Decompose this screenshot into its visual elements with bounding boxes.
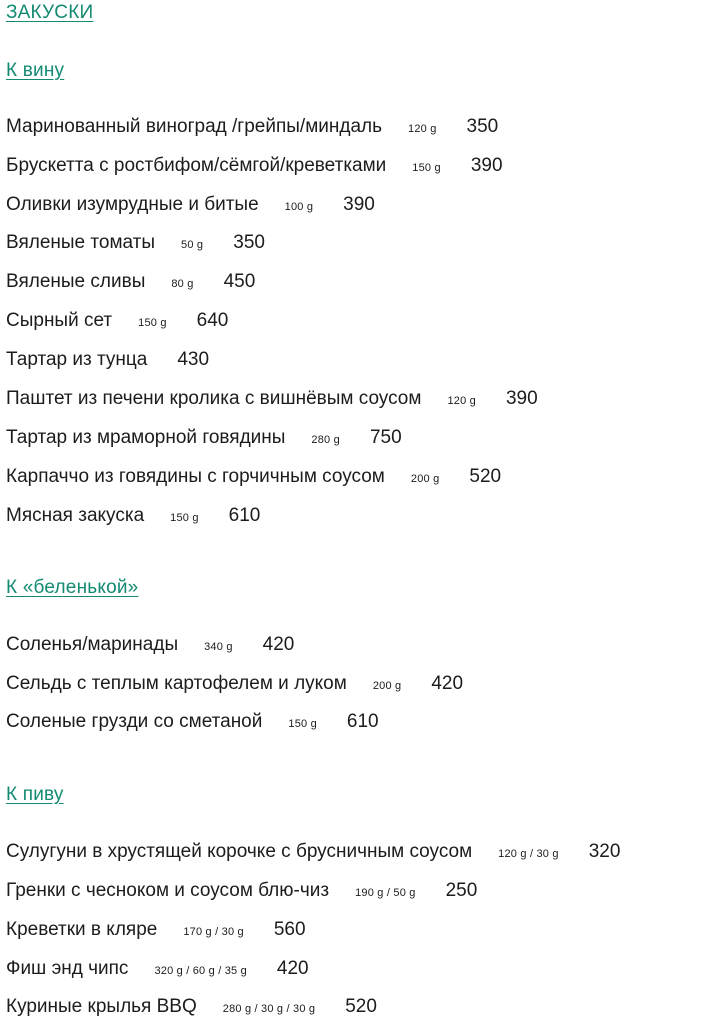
item-weight: 320 g / 60 g / 35 g (154, 965, 247, 977)
item-price: 750 (369, 427, 402, 448)
item-name: Сырный сет (6, 310, 113, 331)
item-price: 420 (276, 958, 309, 979)
menu-item (6, 349, 209, 373)
menu-title[interactable]: ЗАКУСКИ (6, 2, 94, 23)
section-title-wine[interactable]: К вину (6, 60, 65, 81)
item-name: Оливки изумрудные и битые (6, 194, 259, 215)
item-price: 390 (505, 388, 538, 409)
item-weight: 150 g (288, 718, 317, 730)
item-weight: 120 g / 30 g (498, 848, 559, 860)
item-price: 350 (466, 116, 499, 137)
item-weight: 200 g (372, 680, 402, 692)
menu-item (6, 466, 501, 490)
item-name: Вяленые томаты (6, 232, 156, 253)
section-title-vodka[interactable]: К «беленькой» (6, 577, 139, 598)
item-price: 520 (469, 466, 502, 487)
menu-item (6, 880, 477, 904)
menu-item (6, 388, 538, 412)
item-name: Вяленые сливы (6, 271, 146, 292)
item-price: 320 (588, 841, 621, 862)
menu-item (6, 919, 306, 943)
item-name: Куриные крылья BBQ (6, 996, 197, 1017)
item-name: Сельдь с теплым картофелем и луком (6, 673, 347, 694)
menu-item (6, 232, 265, 256)
menu-item (6, 841, 620, 865)
item-weight: 80 g (171, 278, 194, 290)
item-weight: 280 g (311, 434, 340, 446)
menu-item (6, 958, 309, 982)
item-price: 420 (262, 634, 295, 655)
item-name: Соленые грузди со сметаной (6, 711, 263, 732)
menu-item (6, 996, 377, 1020)
item-weight: 150 g (170, 512, 199, 524)
item-price: 390 (343, 194, 375, 215)
item-name: Тартар из мраморной говядины (6, 427, 286, 448)
menu-item (6, 155, 503, 179)
menu-item (6, 194, 375, 218)
item-price: 250 (445, 880, 478, 901)
menu-item (6, 310, 228, 334)
item-weight: 190 g / 50 g (355, 887, 416, 899)
item-price: 390 (470, 155, 503, 176)
item-name: Гренки с чесноком и соусом блю-чиз (6, 880, 330, 901)
item-name: Креветки в кляре (6, 919, 158, 940)
item-price: 560 (273, 919, 306, 940)
item-weight: 340 g (204, 641, 233, 653)
menu-item (6, 711, 379, 735)
item-price: 610 (228, 505, 261, 526)
menu-item (6, 673, 463, 697)
menu-item (6, 634, 294, 658)
item-price: 350 (233, 232, 265, 253)
menu-item (6, 116, 498, 140)
item-name: Маринованный виноград /грейпы/миндаль (6, 116, 383, 137)
item-price: 450 (223, 271, 256, 292)
menu-item (6, 505, 260, 529)
item-name: Соленья/маринады (6, 634, 179, 655)
menu-item (6, 271, 255, 295)
item-price: 640 (196, 310, 229, 331)
item-weight: 150 g (138, 317, 167, 329)
menu-item (6, 427, 402, 451)
item-price: 520 (345, 996, 377, 1017)
item-weight: 200 g (410, 473, 440, 485)
item-name: Карпаччо из говядины с горчичным соусом (6, 466, 385, 487)
item-weight: 120 g (408, 123, 437, 135)
item-name: Брускетта с ростбифом/сёмгой/креветками (6, 155, 387, 176)
item-price: 420 (431, 673, 464, 694)
item-weight: 150 g (412, 162, 441, 174)
item-name: Мясная закуска (6, 505, 145, 526)
item-name: Фиш энд чипс (6, 958, 129, 979)
item-weight: 120 g (447, 395, 476, 407)
item-name: Паштет из печени кролика с вишнёвым соусом (6, 388, 422, 409)
item-weight: 170 g / 30 g (183, 926, 244, 938)
item-weight: 50 g (181, 239, 204, 251)
item-name: Тартар из тунца (6, 349, 148, 370)
item-weight: 100 g (284, 201, 314, 213)
item-name: Сулугуни в хрустящей корочке с брусничным соусом (6, 841, 473, 862)
section-title-beer[interactable]: К пиву (6, 784, 64, 805)
item-price: 430 (177, 349, 210, 370)
item-weight: 280 g / 30 g / 30 g (222, 1003, 316, 1015)
item-price: 610 (346, 711, 379, 732)
